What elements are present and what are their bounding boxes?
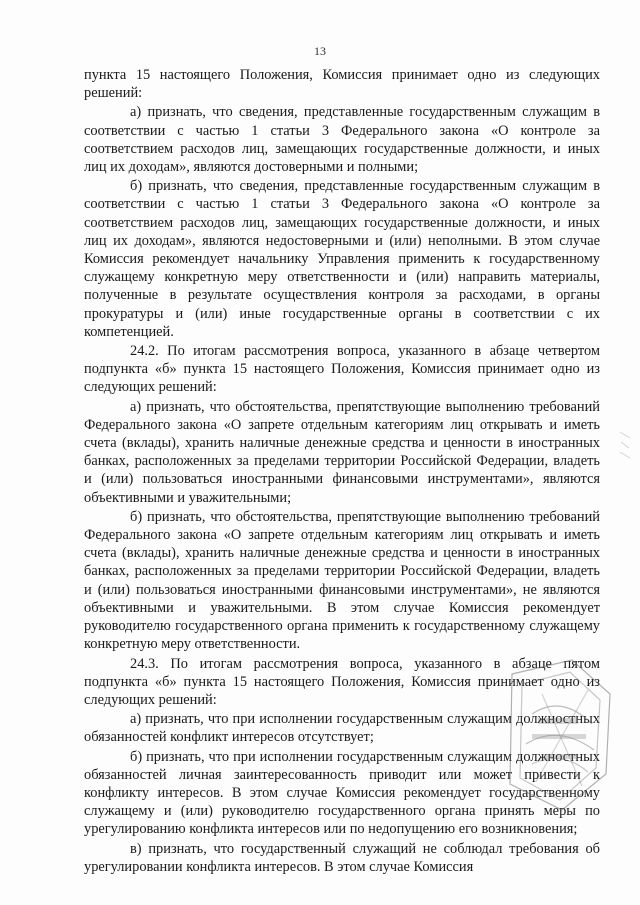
paragraph-8: а) признать, что при исполнении государственным служащим должностных обязанностей конфликт интересов отсутствует;: [84, 711, 600, 746]
page-number: 13: [314, 44, 326, 58]
paragraph-3: б) признать, что сведения, представленные государственным служащим в соответствии с частью 1 статьи 3 Федерального закона «О контроле за соответствием расходов лиц, замещающих государственные должности, и иных лиц их доходам», являются недостоверными и (или) неполными. В этом случае Комиссия рекомендует начальнику Управления применить к государственному служащему конкретную меру ответственности и (или) направить материалы, полученные в результате осуществления контроля за расходами, в органы прокуратуры и (или) иные государственные органы в соответствии с их компетенцией.: [84, 178, 600, 340]
paragraph-10: в) признать, что государственный служащий не соблюдал требования об урегулировании конфликта интересов. В этом случае Комиссия: [84, 840, 600, 875]
paragraph-4: 24.2. По итогам рассмотрения вопроса, указанного в абзаце четвертом подпункта «б» пункта 15 настоящего Положения, Комиссия принимает одно из следующих решений:: [84, 343, 600, 396]
paragraph-5: а) признать, что обстоятельства, препятствующие выполнению требований Федерального закона «О запрете отдельным категориям лиц открывать и иметь счета (вклады), хранить наличные денежные средства и ценности в иностранных банках, расположенных за пределами территории Российской Федерации, владеть и (или) пользоваться иностранными финансовыми инструментами», являются объективными и уважительными;: [84, 398, 600, 506]
paragraph-1: пункта 15 настоящего Положения, Комиссия принимает одно из следующих решений:: [84, 67, 600, 102]
paragraph-9: б) признать, что при исполнении государственным служащим должностных обязанностей личная заинтересованность приводит или может привести к конфликту интересов. В этом случае Комиссия рекомендует государственному служащему и (или) руководителю государственного органа принять меры по урегулированию конфликта интересов или по недопущению его возникновения;: [84, 748, 600, 838]
paragraph-2: а) признать, что сведения, представленные государственным служащим в соответствии с частью 1 статьи 3 Федерального закона «О контроле за соответствием расходов лиц, замещающих государственные должности, и иных лиц их доходам», являются достоверными и полными;: [84, 104, 600, 176]
paragraph-7: 24.3. По итогам рассмотрения вопроса, указанного в абзаце пятом подпункта «б» пункта 15 настоящего Положения, Комиссия принимает одно из следующих решений:: [84, 655, 600, 708]
seal-stamp-icon: [502, 654, 614, 814]
scan-edge-mark-icon: [618, 430, 632, 460]
paragraph-6: б) признать, что обстоятельства, препятствующие выполнению требований Федерального закона «О запрете отдельным категориям лиц открывать и иметь счета (вклады), хранить наличные денежные средства и ценности в иностранных банках, расположенных за пределами территории Российской Федерации, владеть и (или) пользоваться иностранными финансовыми инструментами», не являются объективными и уважительными. В этом случае Комиссия рекомендует руководителю государственного органа применить к государственному служащему конкретную меру ответственности.: [84, 508, 600, 653]
